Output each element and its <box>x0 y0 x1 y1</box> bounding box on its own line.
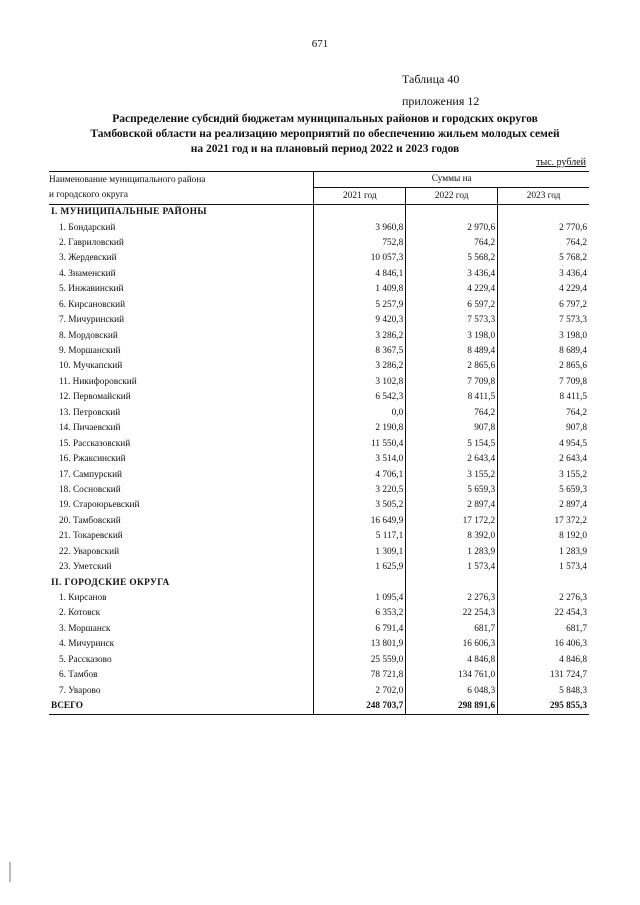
value-2023: 22 454,3 <box>498 606 589 621</box>
value-2021: 4 846,1 <box>314 267 406 282</box>
city-row <box>49 668 589 683</box>
value-2023: 5 659,3 <box>498 483 589 498</box>
value-2022: 8 489,4 <box>406 344 498 359</box>
row-name: 11. Никифоровский <box>59 376 137 387</box>
district-row <box>49 328 589 343</box>
district-row <box>49 390 589 405</box>
value-2022: 5 659,3 <box>406 483 498 498</box>
district-row <box>49 498 589 513</box>
value-2022: 3 436,4 <box>406 267 498 282</box>
value-2023: 2 276,3 <box>498 591 589 606</box>
value-2023: 2 865,6 <box>498 359 589 374</box>
title-line-3: на 2021 год и на плановый период 2022 и 2023 годов <box>190 143 460 155</box>
page-number: 671 <box>311 38 329 50</box>
row-name: 3. Жердевский <box>59 253 117 264</box>
value-2023: 2 770,6 <box>498 220 589 235</box>
value-2021: 1 309,1 <box>314 545 406 560</box>
value-2021: 78 721,8 <box>314 668 406 683</box>
value-2021: 11 550,4 <box>314 436 406 451</box>
value-2023: 764,2 <box>498 406 589 421</box>
value-2021: 1 625,9 <box>314 560 406 575</box>
value-2021: 13 801,9 <box>314 637 406 652</box>
total-row <box>49 699 589 715</box>
row-name: 23. Уметский <box>59 562 112 573</box>
city-row <box>49 683 589 698</box>
value-2021: 8 367,5 <box>314 344 406 359</box>
district-row <box>49 406 589 421</box>
value-2022: 8 392,0 <box>406 529 498 544</box>
scan-edge-mark <box>9 862 11 882</box>
value-2023: 16 406,3 <box>498 637 589 652</box>
city-row <box>49 653 589 668</box>
district-row <box>49 421 589 436</box>
title-line-1: Распределение субсидий бюджетам муниципальных районов и городских округов <box>112 113 538 125</box>
value-2021: 5 257,9 <box>314 298 406 313</box>
total-2023: 295 855,3 <box>498 699 589 715</box>
row-name: 18. Сосновский <box>59 484 121 495</box>
value-2021: 2 190,8 <box>314 421 406 436</box>
value-2023: 2 643,4 <box>498 452 589 467</box>
value-2021: 1 409,8 <box>314 282 406 297</box>
district-row <box>49 467 589 482</box>
row-name: 1. Кирсанов <box>59 593 107 604</box>
value-2023: 764,2 <box>498 236 589 251</box>
row-name: 2. Гавриловский <box>59 237 124 248</box>
value-2022: 4 229,4 <box>406 282 498 297</box>
row-name: 9. Моршанский <box>59 346 121 357</box>
value-2022: 907,8 <box>406 421 498 436</box>
district-row <box>49 236 589 251</box>
value-2023: 131 724,7 <box>498 668 589 683</box>
subsidy-table <box>49 171 589 715</box>
header-year-2021: 2021 год <box>314 188 406 204</box>
value-2021: 4 706,1 <box>314 467 406 482</box>
value-2022: 764,2 <box>406 406 498 421</box>
value-2023: 8 192,0 <box>498 529 589 544</box>
value-2021: 3 286,2 <box>314 328 406 343</box>
row-name: 15. Рассказовский <box>59 438 131 449</box>
value-2023: 3 155,2 <box>498 467 589 482</box>
district-row <box>49 251 589 266</box>
row-name: 2. Котовск <box>59 608 101 619</box>
value-2022: 3 155,2 <box>406 467 498 482</box>
district-row <box>49 529 589 544</box>
row-name: 20. Тамбовский <box>59 515 121 526</box>
row-name: 19. Староюрьевский <box>59 500 140 511</box>
section-row-cities <box>49 575 589 590</box>
header-name-line-2: и городского округа <box>49 189 128 200</box>
value-2021: 3 514,0 <box>314 452 406 467</box>
header-name-column <box>49 172 314 205</box>
value-2023: 7 709,8 <box>498 375 589 390</box>
row-name: 21. Токаревский <box>59 531 123 542</box>
row-name: 10. Мучкапский <box>59 361 123 372</box>
value-2023: 17 372,2 <box>498 514 589 529</box>
title-line-2: Тамбовской области на реализацию мероприятий по обеспечению жильем молодых семей <box>90 128 560 140</box>
value-2022: 2 643,4 <box>406 452 498 467</box>
value-2021: 3 102,8 <box>314 375 406 390</box>
value-2022: 6 048,3 <box>406 683 498 698</box>
section-row-districts <box>49 204 589 220</box>
value-2023: 6 797,2 <box>498 298 589 313</box>
value-2023: 4 846,8 <box>498 653 589 668</box>
value-2022: 6 597,2 <box>406 298 498 313</box>
value-2022: 2 897,4 <box>406 498 498 513</box>
value-2023: 8 411,5 <box>498 390 589 405</box>
row-name: 4. Мичуринск <box>59 639 115 650</box>
value-2021: 3 286,2 <box>314 359 406 374</box>
value-2023: 8 689,4 <box>498 344 589 359</box>
value-2023: 1 283,9 <box>498 545 589 560</box>
value-2021: 6 791,4 <box>314 622 406 637</box>
value-2023: 681,7 <box>498 622 589 637</box>
value-2023: 3 436,4 <box>498 267 589 282</box>
value-2021: 10 057,3 <box>314 251 406 266</box>
total-2021: 248 703,7 <box>314 699 406 715</box>
value-2023: 1 573,4 <box>498 560 589 575</box>
row-name: 12. Первомайский <box>59 392 131 403</box>
value-2022: 8 411,5 <box>406 390 498 405</box>
district-row <box>49 514 589 529</box>
value-2022: 5 154,5 <box>406 436 498 451</box>
row-name: 3. Моршанск <box>59 623 111 634</box>
units-label: тыс. рублей <box>536 157 586 168</box>
section-title: I. МУНИЦИПАЛЬНЫЕ РАЙОНЫ <box>51 207 207 218</box>
district-row <box>49 313 589 328</box>
value-2021: 0,0 <box>314 406 406 421</box>
district-row <box>49 375 589 390</box>
value-2022: 2 970,6 <box>406 220 498 235</box>
value-2022: 5 568,2 <box>406 251 498 266</box>
row-name: 6. Кирсановский <box>59 299 126 310</box>
value-2022: 1 283,9 <box>406 545 498 560</box>
value-2022: 2 865,6 <box>406 359 498 374</box>
value-2021: 6 353,2 <box>314 606 406 621</box>
value-2021: 2 702,0 <box>314 683 406 698</box>
district-row <box>49 452 589 467</box>
district-row <box>49 220 589 235</box>
district-row <box>49 436 589 451</box>
row-name: 7. Мичуринский <box>59 315 125 326</box>
header-sums: Суммы на <box>314 172 589 188</box>
city-row <box>49 637 589 652</box>
value-2022: 7 709,8 <box>406 375 498 390</box>
section-title: II. ГОРОДСКИЕ ОКРУГА <box>51 577 170 588</box>
row-name: 5. Инжавинский <box>59 284 124 295</box>
value-2023: 4 954,5 <box>498 436 589 451</box>
row-name: 14. Пичаевский <box>59 423 121 434</box>
row-name: 5. Рассказово <box>59 654 112 665</box>
value-2022: 681,7 <box>406 622 498 637</box>
value-2022: 3 198,0 <box>406 328 498 343</box>
value-2022: 22 254,3 <box>406 606 498 621</box>
city-row <box>49 606 589 621</box>
district-row <box>49 560 589 575</box>
row-name: 16. Ржаксинский <box>59 454 126 465</box>
header-name-line-1: Наименование муниципального района <box>49 174 206 185</box>
value-2023: 7 573,3 <box>498 313 589 328</box>
row-name: 8. Мордовский <box>59 330 118 341</box>
header-year-2022: 2022 год <box>406 188 498 204</box>
district-row <box>49 344 589 359</box>
value-2021: 3 960,8 <box>314 220 406 235</box>
table-body <box>49 204 589 714</box>
value-2021: 5 117,1 <box>314 529 406 544</box>
row-name: 17. Сампурский <box>59 469 123 480</box>
value-2022: 4 846,8 <box>406 653 498 668</box>
district-row <box>49 282 589 297</box>
value-2021: 9 420,3 <box>314 313 406 328</box>
document-title <box>30 112 620 157</box>
value-2021: 3 220,5 <box>314 483 406 498</box>
value-2023: 4 229,4 <box>498 282 589 297</box>
value-2023: 3 198,0 <box>498 328 589 343</box>
district-row <box>49 298 589 313</box>
value-2022: 2 276,3 <box>406 591 498 606</box>
row-name: 22. Уваровский <box>59 546 120 557</box>
value-2021: 16 649,9 <box>314 514 406 529</box>
district-row <box>49 483 589 498</box>
table-reference: Таблица 40 <box>402 72 460 86</box>
value-2022: 134 761,0 <box>406 668 498 683</box>
value-2021: 3 505,2 <box>314 498 406 513</box>
value-2023: 5 848,3 <box>498 683 589 698</box>
row-name: 1. Бондарский <box>59 222 116 233</box>
header-year-2023: 2023 год <box>498 188 589 204</box>
value-2022: 764,2 <box>406 236 498 251</box>
value-2022: 16 606,3 <box>406 637 498 652</box>
appendix-reference: приложения 12 <box>402 94 480 108</box>
value-2023: 2 897,4 <box>498 498 589 513</box>
district-row <box>49 359 589 374</box>
district-row <box>49 267 589 282</box>
value-2023: 907,8 <box>498 421 589 436</box>
value-2021: 1 095,4 <box>314 591 406 606</box>
district-row <box>49 545 589 560</box>
row-name: 13. Петровский <box>59 407 121 418</box>
total-2022: 298 891,6 <box>406 699 498 715</box>
city-row <box>49 622 589 637</box>
value-2022: 17 172,2 <box>406 514 498 529</box>
total-label: ВСЕГО <box>49 699 314 715</box>
value-2021: 25 559,0 <box>314 653 406 668</box>
value-2022: 7 573,3 <box>406 313 498 328</box>
row-name: 7. Уварово <box>59 685 101 696</box>
value-2022: 1 573,4 <box>406 560 498 575</box>
value-2021: 752,8 <box>314 236 406 251</box>
city-row <box>49 591 589 606</box>
row-name: 4. Знаменский <box>59 268 116 279</box>
value-2023: 5 768,2 <box>498 251 589 266</box>
row-name: 6. Тамбов <box>59 670 98 681</box>
value-2021: 6 542,3 <box>314 390 406 405</box>
